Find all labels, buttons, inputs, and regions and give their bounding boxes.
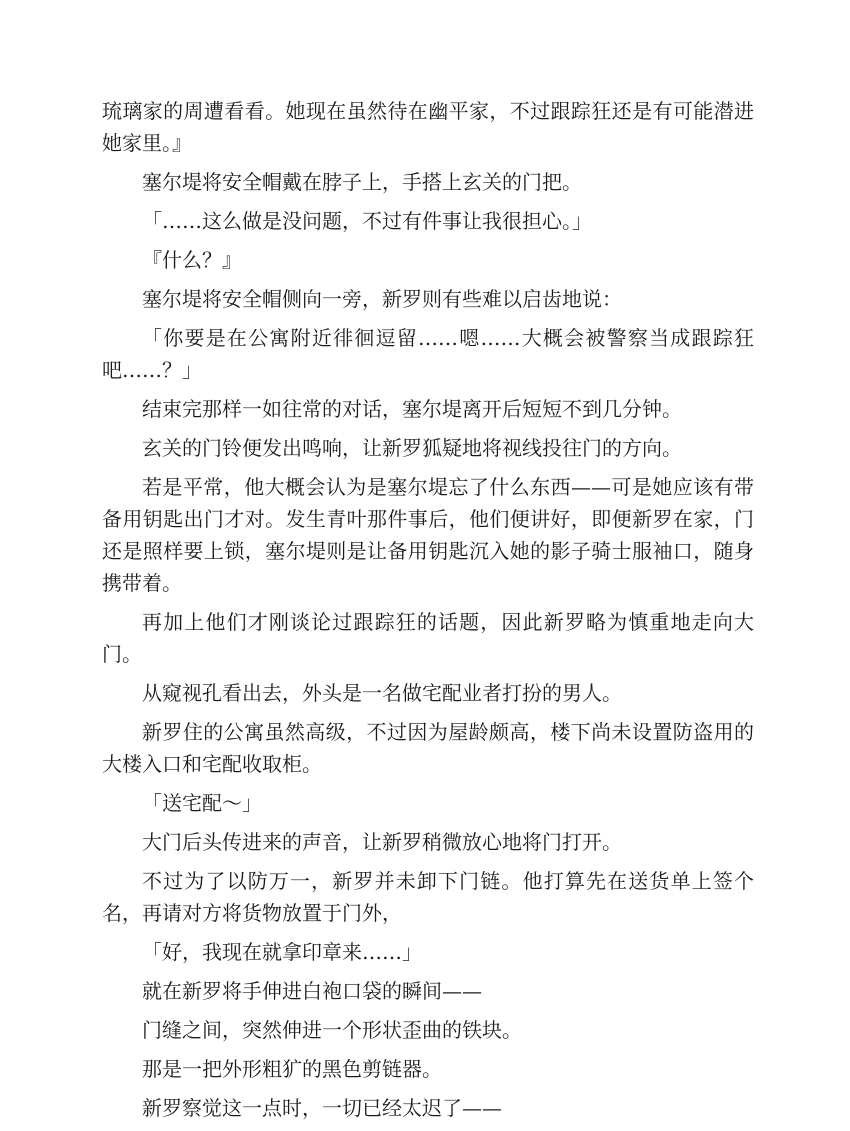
paragraph: 若是平常，他大概会认为是塞尔堤忘了什么东西——可是她应该有带备用钥匙出门才对。发生青叶那件事后，他们便讲好，即便新罗在家，门还是照样要上锁，塞尔堤则是让备用钥匙沉入她的影子骑士服袖口，随身携带着。 [102, 475, 754, 595]
paragraph: 新罗察觉这一点时，一切已经太迟了—— [142, 1096, 502, 1120]
paragraph: 就在新罗将手伸进白袍口袋的瞬间—— [142, 979, 482, 1003]
paragraph: 再加上他们才刚谈论过跟踪狂的话题，因此新罗略为慎重地走向大门。 [102, 610, 754, 666]
paragraph: 从窥视孔看出去，外头是一名做宅配业者打扮的男人。 [142, 681, 622, 705]
paragraph: 「你要是在公寓附近徘徊逗留……嗯……大概会被警察当成跟踪狂吧……？」 [102, 326, 754, 382]
paragraph: 门缝之间，突然伸进一个形状歪曲的铁块。 [142, 1018, 522, 1042]
paragraph: 新罗住的公寓虽然高级，不过因为屋龄颇高，楼下尚未设置防盗用的大楼入口和宅配收取柜。 [102, 720, 754, 776]
paragraph: 塞尔堤将安全帽戴在脖子上，手搭上玄关的门把。 [142, 170, 582, 194]
paragraph: 「好，我现在就拿印章来……」 [142, 940, 422, 964]
paragraph: 「……这么做是没问题，不过有件事让我很担心。」 [142, 209, 592, 233]
paragraph: 大门后头传进来的声音，让新罗稍微放心地将门打开。 [142, 830, 622, 854]
paragraph: 那是一把外形粗犷的黑色剪链器。 [142, 1057, 442, 1081]
paragraph: 「送宅配～」 [142, 791, 262, 815]
paragraph: 塞尔堤将安全帽侧向一旁，新罗则有些难以启齿地说： [142, 287, 622, 311]
paragraph: 结束完那样一如往常的对话，塞尔堤离开后短短不到几分钟。 [142, 397, 682, 421]
body-text [102, 95, 754, 1131]
paragraph: 玄关的门铃便发出鸣响，让新罗狐疑地将视线投往门的方向。 [142, 436, 682, 460]
paragraph: 『什么？』 [142, 248, 242, 272]
paragraph: 琉璃家的周遭看看。她现在虽然待在幽平家，不过跟踪狂还是有可能潜进她家里。』 [102, 99, 754, 155]
paragraph: 不过为了以防万一，新罗并未卸下门链。他打算先在送货单上签个名，再请对方将货物放置于门外， [102, 869, 754, 925]
